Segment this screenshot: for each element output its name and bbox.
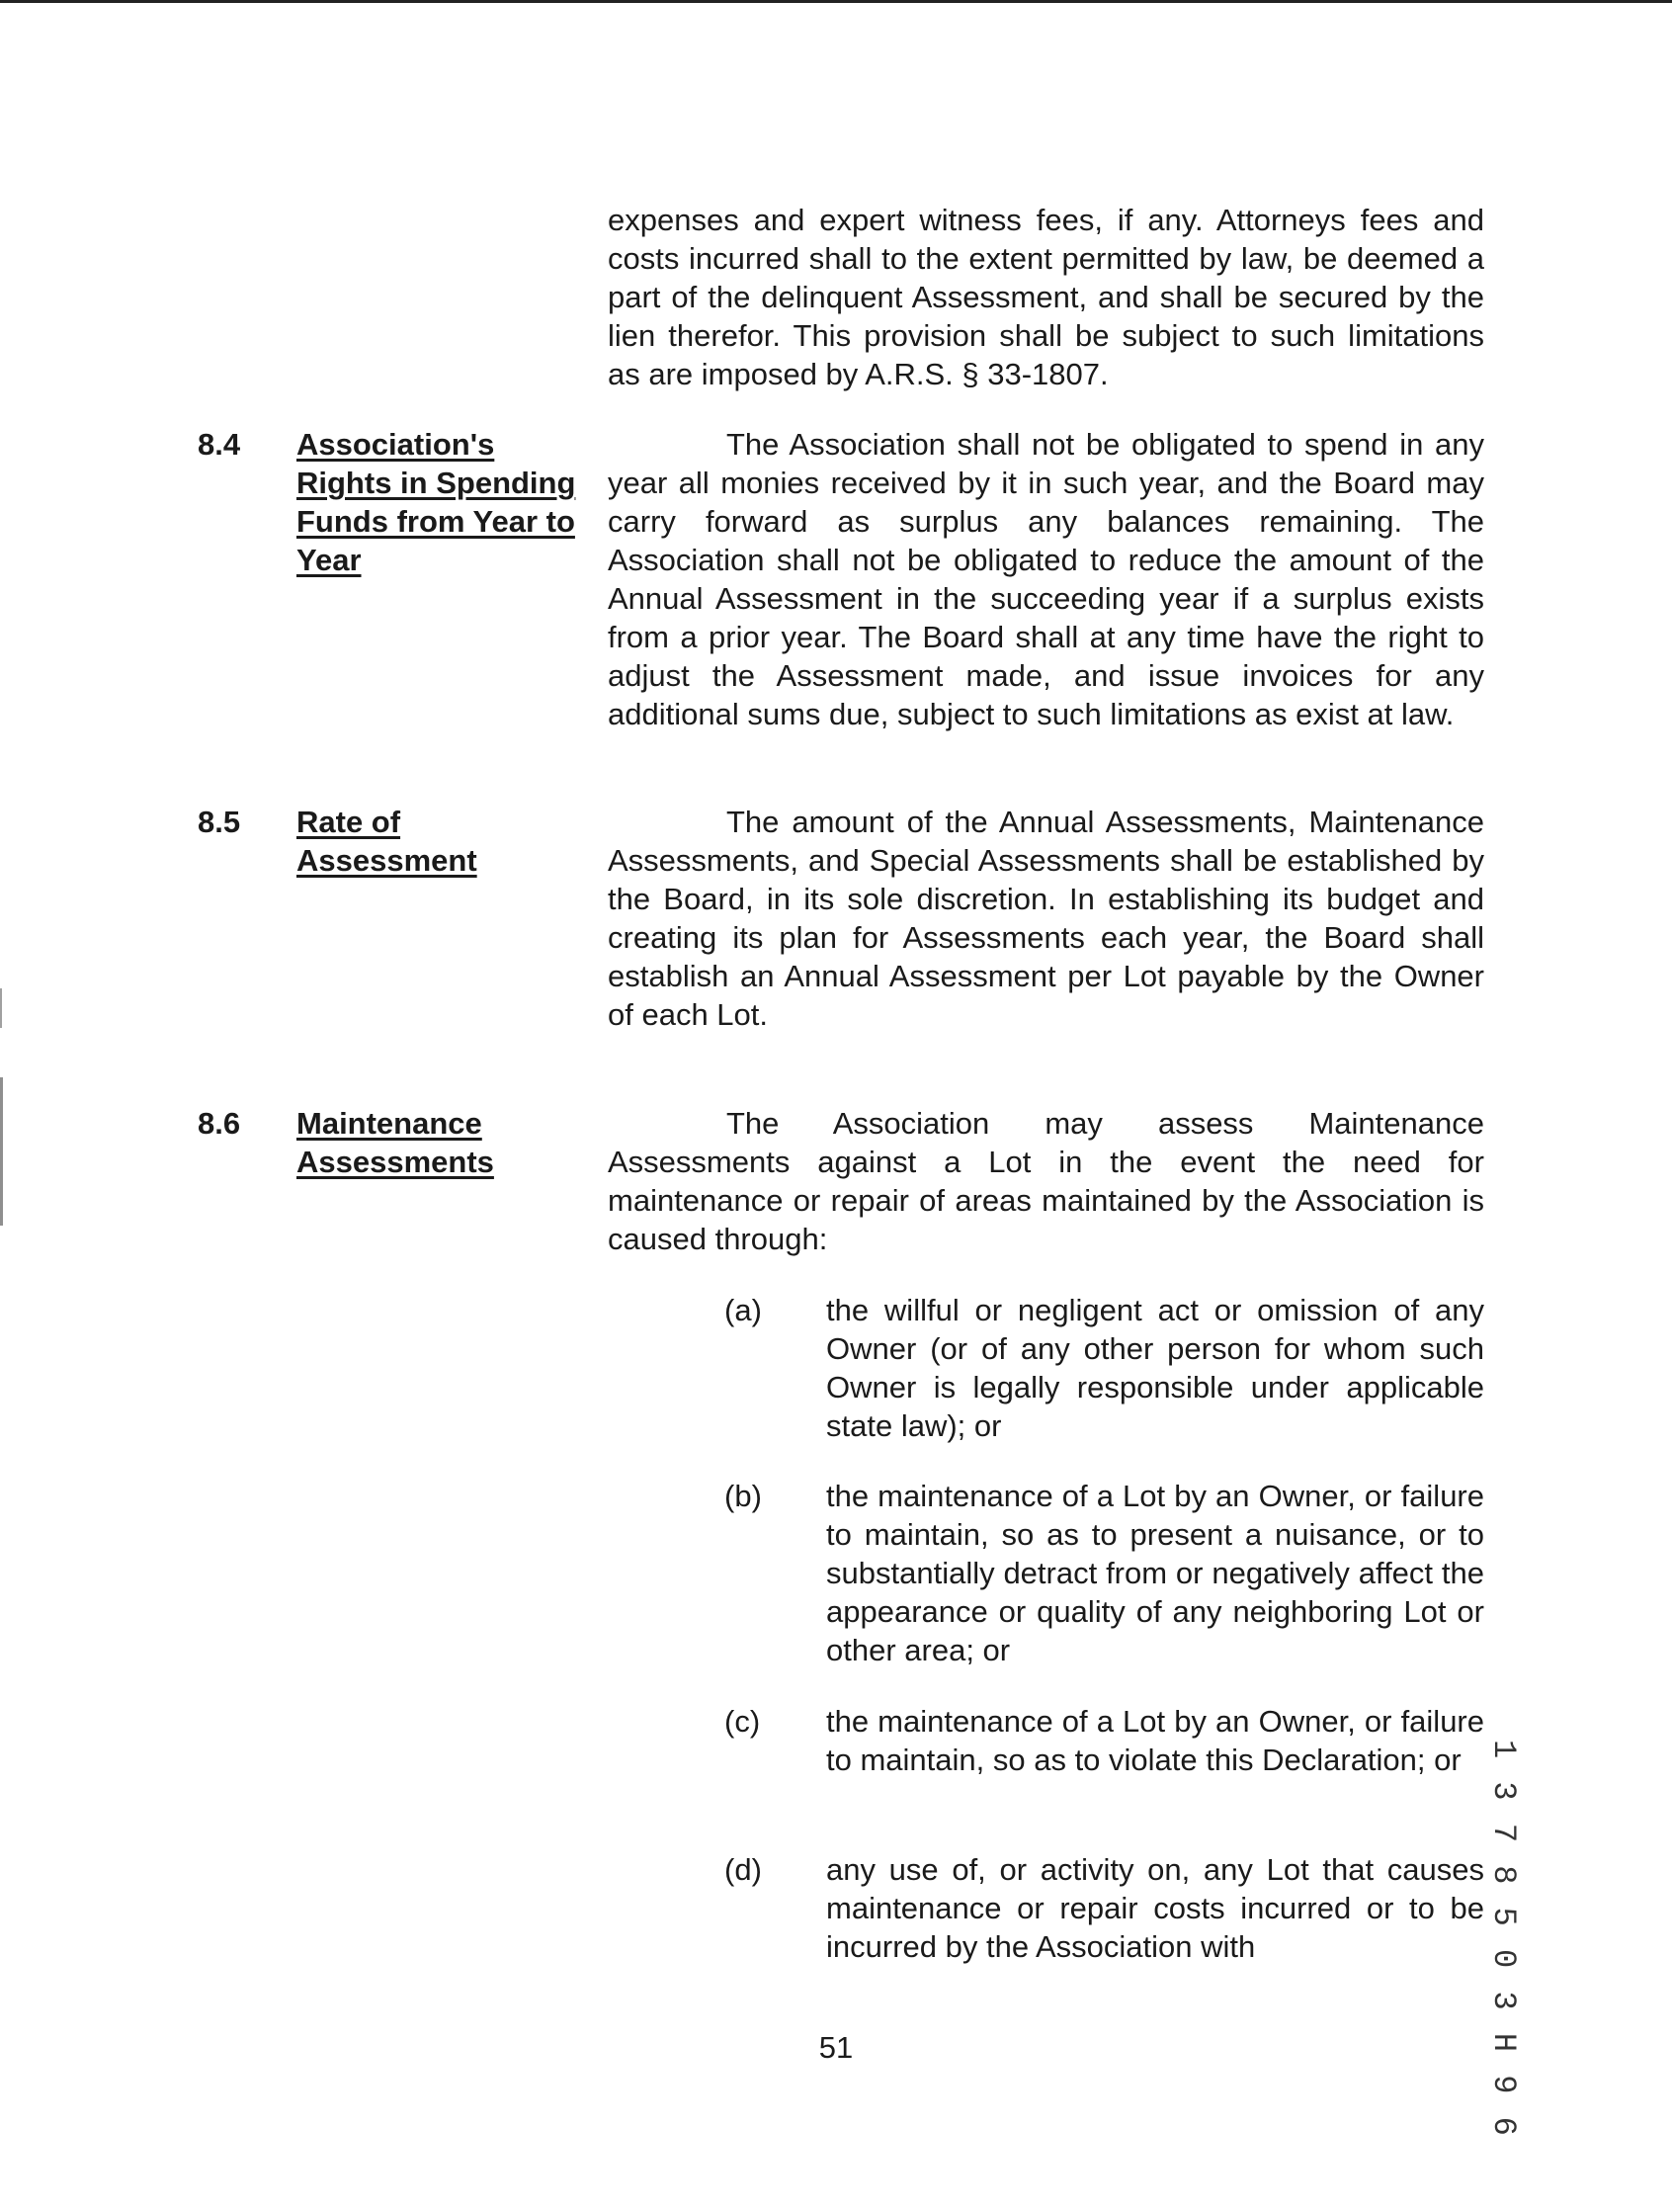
section-number-8-4: 8.4 xyxy=(198,427,241,462)
list-item-text-d: any use of, or activity on, any Lot that causes maintenance or repair costs incurred or to be incurred by the Association with xyxy=(826,1852,1484,1964)
scan-edge-mark xyxy=(0,1077,3,1226)
page-number: 51 xyxy=(818,2030,854,2065)
section-body-8-6: The Association may assess Maintenance Assessments against a Lot in the event the need for maintenance or repair of areas maintained by the Association is caused through: xyxy=(608,1106,1484,1256)
section-body-8-5: The amount of the Annual Assessments, Maintenance Assessments, and Special Assessments shall be established by the Board, in its sole discretion. In establishing its budget and creating its plan for Assessments each year, the Board shall establish an Annual Assessment per Lot payable by the Owner of each Lot. xyxy=(608,805,1484,1032)
section-number-8-5: 8.5 xyxy=(198,805,241,839)
section-title-8-6: Maintenance Assessments xyxy=(296,1106,494,1179)
section-title-8-5: Rate of Assessment xyxy=(296,805,477,878)
list-item-label-a: (a) xyxy=(724,1293,762,1327)
scan-edge-mark xyxy=(0,988,2,1028)
list-item-label-b: (b) xyxy=(724,1479,762,1513)
list-item-label-d: (d) xyxy=(724,1852,762,1887)
list-item-text-c: the maintenance of a Lot by an Owner, or failure to maintain, so as to violate this Declaration; or xyxy=(826,1704,1484,1777)
list-item-text-b: the maintenance of a Lot by an Owner, or failure to maintain, so as to present a nuisance, or to substantially detract from or negatively affect the appearance or quality of any neighboring Lot or other area; or xyxy=(826,1479,1484,1667)
scan-top-border xyxy=(0,0,1672,3)
recording-stamp: 1 3 7 8 5 0 3 H 9 6 xyxy=(1485,1740,1522,2138)
section-number-8-6: 8.6 xyxy=(198,1106,241,1141)
section-title-8-4: Association's Rights in Spending Funds from Year to Year xyxy=(296,427,576,577)
list-item-label-c: (c) xyxy=(724,1704,761,1739)
section-body-8-4: The Association shall not be obligated to spend in any year all monies received by it in such year, and the Board may carry forward as surplus any balances remaining. The Association shall not be obligated to reduce the amount of the Annual Assessment in the succeeding year if a surplus exists from a prior year. The Board shall at any time have the right to adjust the Assessment made, and issue invoices for any additional sums due, subject to such limitations as exist at law. xyxy=(608,427,1484,731)
list-item-text-a: the willful or negligent act or omission of any Owner (or of any other person for whom such Owner is legally responsible under applicable state law); or xyxy=(826,1293,1484,1443)
continuation-paragraph: expenses and expert witness fees, if any. Attorneys fees and costs incurred shall to the extent permitted by law, be deemed a part of the delinquent Assessment, and shall be secured by the lien therefor. This provision shall be subject to such limitations as are imposed by A.R.S. § 33-1807. xyxy=(608,203,1484,391)
